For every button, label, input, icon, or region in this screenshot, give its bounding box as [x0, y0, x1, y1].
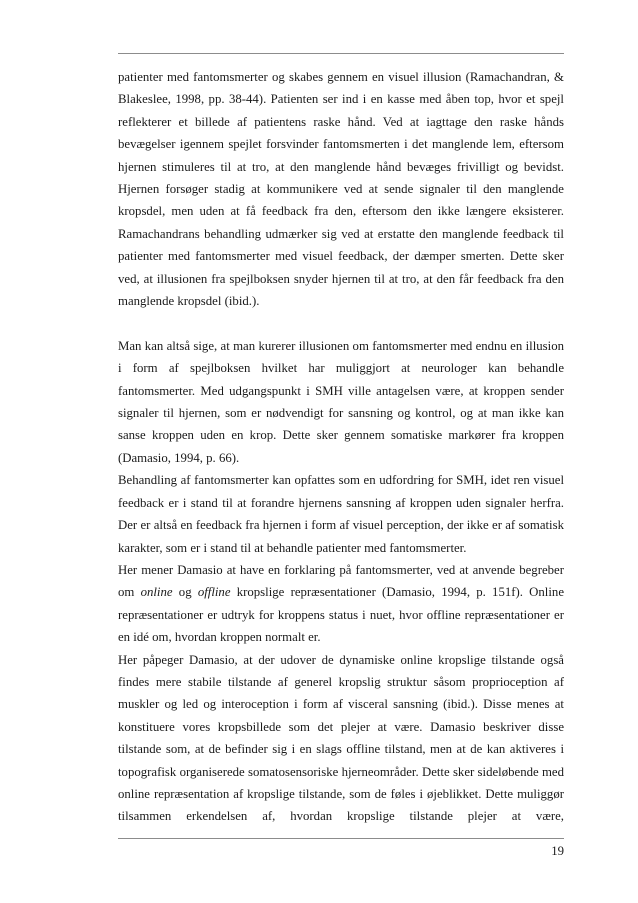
body-text — [118, 66, 564, 828]
term-online: online — [140, 585, 173, 600]
paragraph-2: Man kan altså sige, at man kurerer illusionen om fantomsmerter med endnu en illusion i form af spejlboksen hvilket har muliggjort at neurologer kan behandle fantomsmerter. Med udgangspunkt i SMH ville antagelsen være, at kroppen sender signaler til hjernen, som er nødvendigt for sansning og kontrol, og at man ikke kan sanse kroppen uden en krop. Dette sker gennem somatiske markører fra kroppen (Damasio, 1994, p. 66). — [118, 338, 564, 465]
paragraph-1: patienter med fantomsmerter og skabes gennem en visuel illusion (Ramachandran, & Blakeslee, 1998, pp. 38-44). Patienten ser ind i en kasse med åben top, hvor et spejl reflekterer et billede af patientens raske hånd. Ved at iagttage den raske hånds bevægelser igennem spejlet forsvinder fantomsmerten i det manglende lem, eftersom hjernen stimuleres til at tro, at den manglende hånd bevæges frivilligt og bevidst. Hjernen forsøger stadig at kommunikere ved at sende signaler til den manglende kropsdel, men uden at få feedback fra den, eftersom den ikke længere eksisterer. Ramachandrans behandling udmærker sig ved at erstatte den manglende feedback til patienter med fantomsmerter med visuel feedback, der dæmper smerten. Dette sker ved, at illusionen fra spejlboksen snyder hjernen til at tro, at den får feedback fra den manglende kropsdel (ibid.). — [118, 70, 564, 309]
paragraph-4: Her mener Damasio at have en forklaring på fantomsmerter, ved at anvende begreber om online og offline kropslige repræsentationer (Damasio, 1994, p. 151f). Online repræsentationer er udtryk for kroppens status i nuet, hvor offline repræsentationer er en idé om, hvordan kroppen normalt er. — [118, 562, 565, 645]
paragraph-5: Her påpeger Damasio, at der udover de dynamiske online kropslige tilstande også findes mere stabile tilstande af generel kropslig struktur såsom proprioception af muskler og led og interoception i form af visceral sansning (ibid.). Disse menes at konstituere vores kropsbillede som det plejer at være. Damasio beskriver disse tilstande som, at de befinder sig i en slags offline tilstand, men at de kan aktiveres i topografisk organiserede somatosensoriske hjerneområder. Dette sker sideløbende med online repræsentation af kropslige tilstande, som de føles i øjeblikket. Dette muliggør tilsammen erkendelsen af, hvordan kropslige tilstande plejer at være, — [118, 652, 564, 824]
paragraph-3: Behandling af fantomsmerter kan opfattes som en udfordring for SMH, idet ren visuel feedback er i stand til at forandre hjernens sansning af kroppen uden signaler herfra. Der er altså en feedback fra hjernen i form af visuel perception, der ikke er af somatisk karakter, som er i stand til at behandle patienter med fantomsmerter. — [118, 473, 564, 555]
footer-rule — [118, 838, 564, 839]
term-offline: offline — [197, 585, 231, 600]
header-rule — [118, 53, 564, 54]
page-number: 19 — [551, 844, 564, 858]
